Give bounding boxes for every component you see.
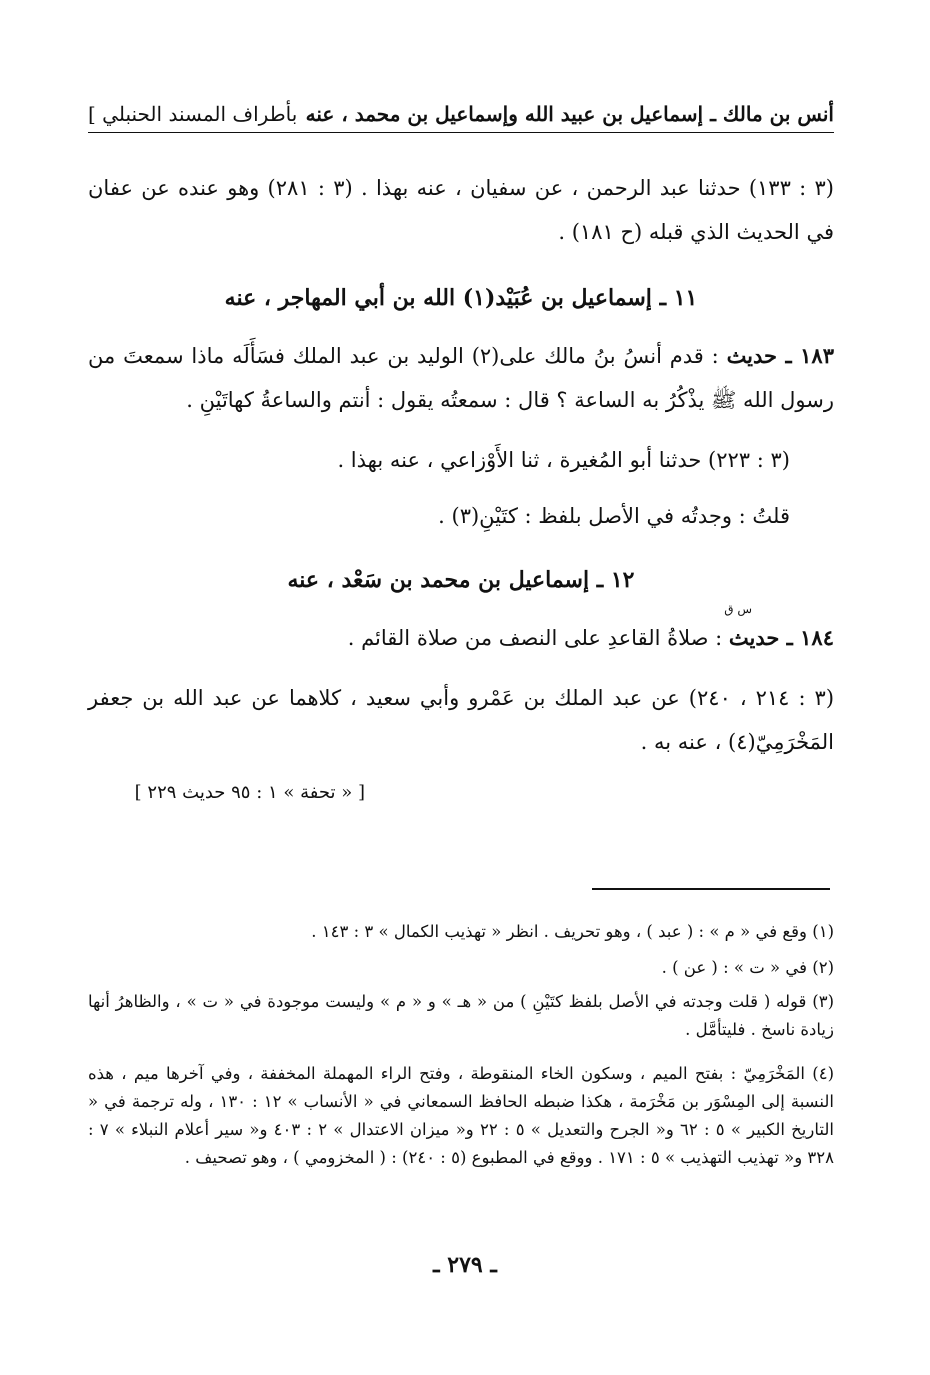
paragraph-source-3: (٣ : ٢١٤ ، ٢٤٠) عن عبد الملك بن عَمْرو وأبي سعيد ، كلاهما عن عبد الله بن جعفر المَخْرَمِيّ(٤) ، عنه به . bbox=[88, 686, 835, 754]
section-heading-12: ١٢ ـ إسماعيل بن محمد بن سَعْد ، عنه bbox=[287, 567, 635, 593]
paragraph-source-2: (٣ : ٢٢٣) حدثنا أبو المُغيرة ، ثنا الأَوْزاعي ، عنه بهذا . bbox=[337, 448, 790, 472]
paragraph-source-1: (٣ : ١٣٣) حدثنا عبد الرحمن ، عن سفيان ، عنه بهذا . (٣ : ٢٨١) وهو عنده عن عفان في الحديث الذي قبله (ح ١٨١) . bbox=[88, 176, 834, 244]
hadith-183-text: : قدم أنسُ بنُ مالك على(٢) الوليد بن عبد الملك فسَأَلَه ماذا سمعتَ من رسول الله ﷺ يذْكُرُ به الساعة ؟ قال : سمعتُه يقول : أنتم والساعةُ كهاتَيْنِ . bbox=[88, 344, 834, 412]
section-heading-11: ١١ ـ إسماعيل بن عُبَيْد(١) الله بن أبي المهاجر ، عنه bbox=[224, 285, 698, 311]
header-left-title: بأطراف المسند الحنبلي ] bbox=[88, 102, 298, 126]
footnote-separator bbox=[592, 888, 830, 890]
footnote-2: (٢) في « ت » : ( عن ) . bbox=[661, 958, 834, 977]
siglum: س ق bbox=[724, 602, 752, 616]
hadith-183 bbox=[88, 334, 834, 422]
hadith-184 bbox=[88, 616, 834, 660]
hadith-184-label: ١٨٤ ـ حديث bbox=[728, 625, 834, 650]
hadith-183-label: ١٨٣ ـ حديث bbox=[726, 343, 834, 368]
footnote-3: (٣) قوله ( قلت وجدته في الأصل بلفظ كتَيْنِ ) من « هـ » و « م » وليست موجودة في « ت » ، والظاهرُ أنها زيادة ناسخ . فليتأمَّل . bbox=[88, 992, 834, 1039]
hadith-184-text: : صلاةُ القاعدِ على النصف من صلاة القائم . bbox=[347, 626, 729, 650]
page-number: ـ ٢٧٩ ـ bbox=[433, 1252, 497, 1278]
tuhfa-reference: [ « تحفة » ١ : ٩٥ حديث ٢٢٩ ] bbox=[134, 782, 365, 803]
footnote-4: (٤) المَخْرَمِيّ : بفتح الميم ، وسكون الخاء المنقوطة ، وفتح الراء المهملة المخففة ، وفي آخرها ميم ، هذه النسبة إلى المِسْوَر بن مَخْرَمة ، هكذا ضبطه الحافظ السمعاني في « الأنساب » ١٢ : ١٣٠ ، وله ترجمة في « التاريخ الكبير » ٥ : ٦٢ و« الجرح والتعديل » ٥ : ٢٢ و« ميزان الاعتدال » ٢ : ٤٠٣ و« سير أعلام النبلاء » ٧ : ٣٢٨ و« تهذيب التهذيب » ٥ : ١٧١ . ووقع في المطبوع (٥ : ٢٤٠) : ( المخزومي ) ، وهو تصحيف . bbox=[88, 1064, 834, 1167]
running-header bbox=[88, 96, 834, 133]
header-right-title: أنس بن مالك ـ إسماعيل بن عبيد الله وإسماعيل بن محمد ، عنه bbox=[305, 102, 834, 126]
paragraph-note: قلتُ : وجدتُه في الأصل بلفظ : كتَيْنِ(٣) . bbox=[438, 504, 790, 528]
footnote-1: (١) وقع في « م » : ( عبد ) ، وهو تحريف . انظر « تهذيب الكمال » ٣ : ١٤٣ . bbox=[311, 922, 834, 941]
